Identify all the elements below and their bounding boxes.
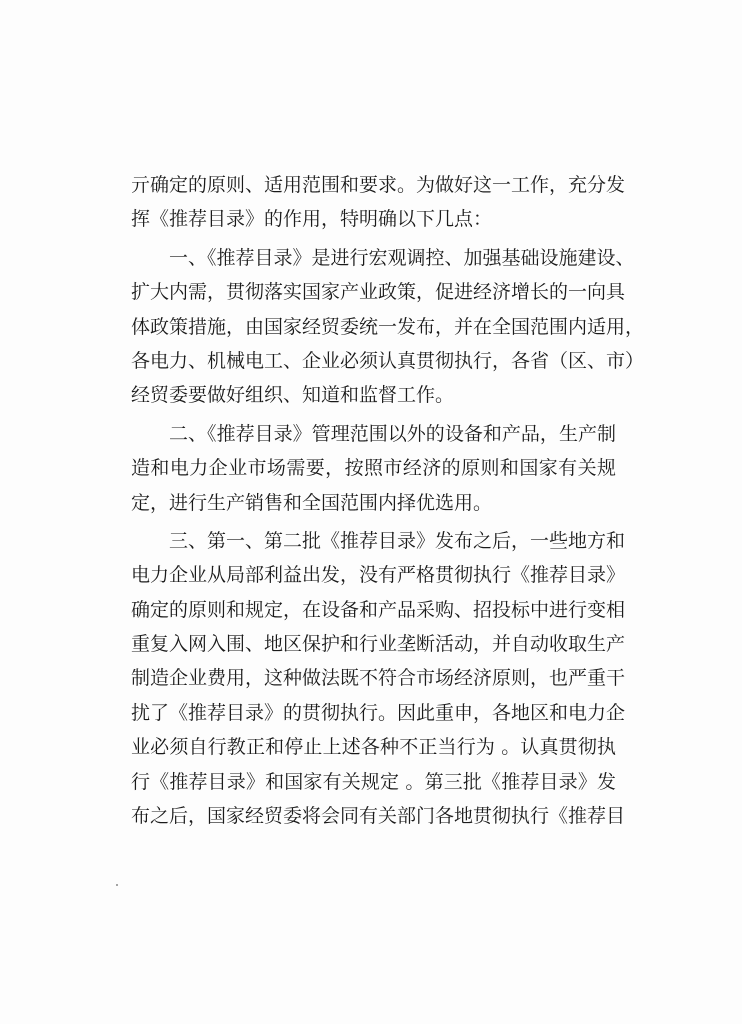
paragraph-3-line: 确定的原则和规定，在设备和产品采购、招投标中进行变相 [131, 598, 626, 621]
document-body [131, 168, 645, 833]
scan-speck [116, 884, 118, 886]
paragraph-1-line: 一、《推荐目录》是进行宏观调控、加强基础设施建设、 [169, 246, 635, 269]
paragraph-3-line: 布之后，国家经贸委将会同有关部门各地贯彻执行《推荐目 [131, 805, 626, 828]
paragraph-3-line: 重复入网入围、地区保护和行业垄断活动，并自动收取生产 [131, 633, 626, 656]
paragraph-3-line: 扰了《推荐目录》的贯彻执行。因此重申，各地区和电力企 [131, 701, 626, 724]
paragraph-3-line: 行《推荐目录》和国家有关规定 。第三批《推荐目录》发 [131, 770, 616, 793]
paragraph-2-line: 定，进行生产销售和全国范围内择优选用。 [131, 491, 493, 514]
paragraph-1-line: 各电力、机械电工、企业必须认真贯彻执行，各省（区、市） [131, 349, 645, 372]
paragraph-1-line: 经贸委要做好组织、知道和监督工作。 [131, 384, 455, 407]
paragraph-1-line: 扩大内需，贯彻落实国家产业政策，促进经济增长的一向具 [131, 281, 626, 304]
text-line: 亓确定的原则、适用范围和要求。为做好这一工作，充分发 [131, 174, 626, 196]
paragraph-1-line: 体政策措施，由国家经贸委统一发布，并在全国范围内适用， [131, 315, 645, 338]
paragraph-3-line: 三、第一、第二批《推荐目录》发布之后，一些地方和 [169, 529, 626, 552]
paragraph-3-line: 制造企业费用，这种做法既不符合市场经济原则，也严重干 [131, 667, 626, 690]
paragraph-2-line: 造和电力企业市场需要，按照市经济的原则和国家有关规 [131, 457, 616, 480]
paragraph-3-line: 业必须自行教正和停止上述各种不正当行为 。认真贯彻执 [131, 736, 616, 759]
paragraph-2-line: 二、《推荐目录》管理范围以外的设备和产品，生产制 [169, 422, 616, 445]
text-line: 挥《推荐目录》的作用，特明确以下几点： [131, 208, 493, 231]
paragraph-3-line: 电力企业从局部利益出发，没有严格贯彻执行《推荐目录》 [131, 564, 626, 587]
